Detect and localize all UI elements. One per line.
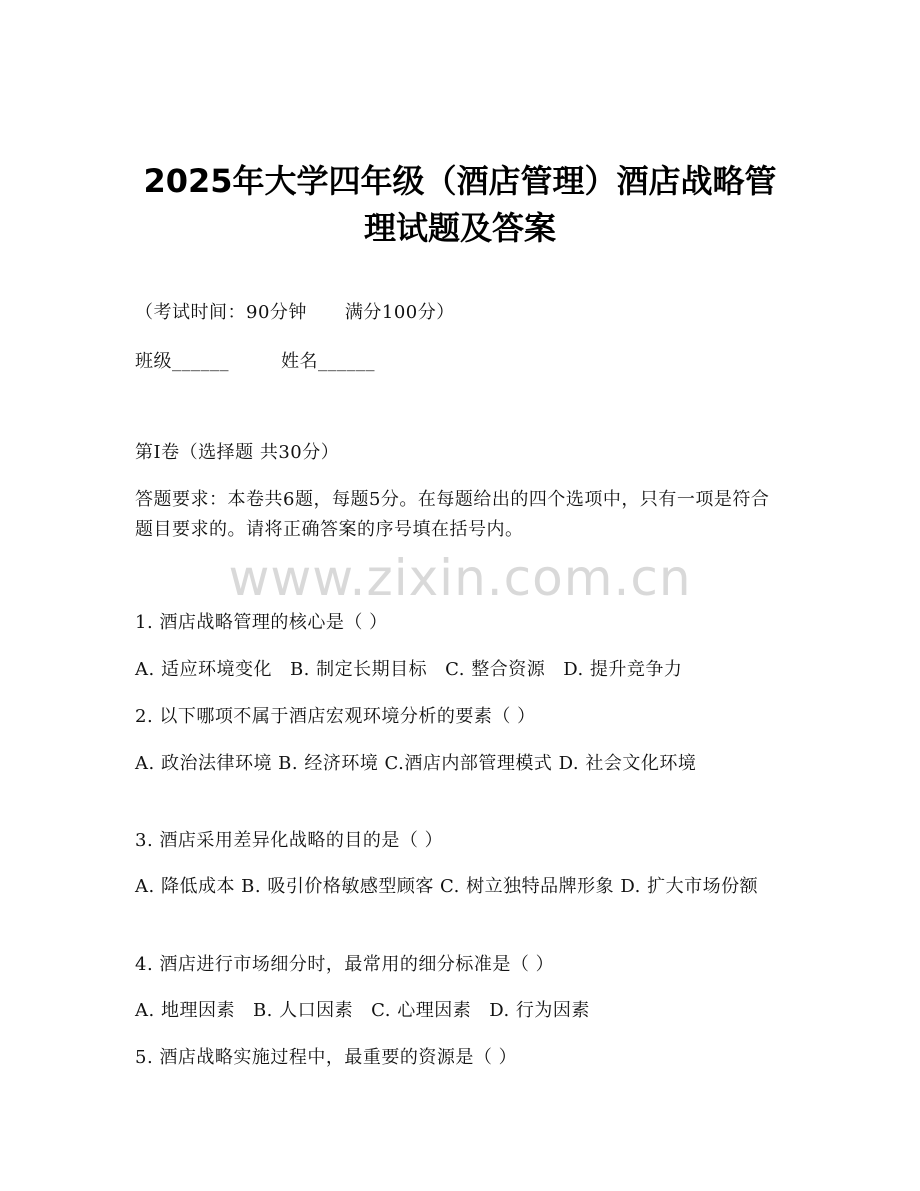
question-1-stem: 1. 酒店战略管理的核心是（ ） — [135, 612, 388, 633]
question-4-option-d: D. 行为因素 — [489, 1000, 590, 1021]
question-4-option-b: B. 人口因素 — [252, 1000, 354, 1021]
question-2-options: A. 政治法律环境 B. 经济环境 C.酒店内部管理模式 D. 社会文化环境 — [135, 753, 697, 774]
section-instructions: 答题要求：本卷共6题，每题5分。在每题给出的四个选项中，只有一项是符合题目要求的。请将正确答案的序号填在括号内。 — [135, 489, 770, 540]
question-5-stem: 5. 酒店战略实施过程中，最重要的资源是（ ） — [135, 1047, 518, 1068]
document-title-line-1: 2025年大学四年级（酒店管理）酒店战略管 — [143, 162, 777, 200]
name-field: 姓名______ — [281, 351, 375, 372]
exam-score: 满分100分） — [344, 302, 455, 323]
document-title-line-2: 理试题及答案 — [363, 209, 556, 247]
question-3-options: A. 降低成本 B. 吸引价格敏感型顾客 C. 树立独特品牌形象 D. 扩大市场份额 — [135, 876, 759, 897]
question-3-stem: 3. 酒店采用差异化战略的目的是（ ） — [135, 830, 444, 851]
question-4-option-c: C. 心理因素 — [371, 1000, 472, 1021]
exam-time: （考试时间：90分钟 — [135, 302, 307, 323]
question-2-stem: 2. 以下哪项不属于酒店宏观环境分析的要素（ ） — [135, 706, 536, 727]
question-1-option-d: D. 提升竞争力 — [563, 659, 683, 680]
question-1-options — [135, 655, 682, 685]
question-4-options — [135, 996, 590, 1026]
question-1-option-a: A. 适应环境变化 — [135, 659, 272, 680]
question-1-option-c: C. 整合资源 — [445, 659, 546, 680]
question-4-option-a: A. 地理因素 — [135, 1000, 235, 1021]
class-field: 班级______ — [135, 351, 229, 372]
question-1-option-b: B. 制定长期目标 — [289, 659, 428, 680]
question-4-stem: 4. 酒店进行市场细分时，最常用的细分标准是（ ） — [135, 954, 555, 975]
watermark: www.zixin.com.cn — [228, 549, 692, 607]
exam-info — [135, 298, 455, 328]
student-fields — [135, 347, 375, 377]
section-heading: 第I卷（选择题 共30分） — [135, 442, 340, 463]
